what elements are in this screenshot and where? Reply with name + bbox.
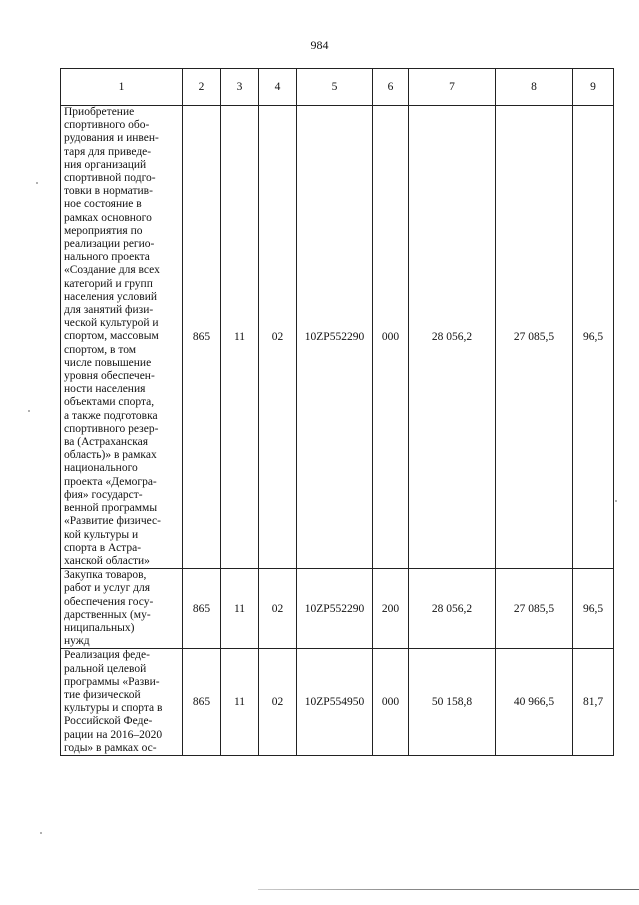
- cell-col-7: 28 056,2: [409, 569, 496, 649]
- row-name-line: товки в норматив-: [64, 185, 153, 198]
- row-name-line: числе повышение: [64, 356, 152, 369]
- row-name-line: фия» государст-: [64, 488, 143, 501]
- column-header-4: 4: [259, 69, 297, 106]
- row-name-line: Реализация феде-: [64, 649, 150, 662]
- scan-speck: [28, 410, 30, 412]
- row-name-line: Российской Феде-: [64, 715, 153, 728]
- row-name-line: ности населения: [64, 383, 146, 396]
- table-row: [61, 649, 614, 756]
- column-header-7: 7: [409, 69, 496, 106]
- row-name-line: рации на 2016–2020: [64, 728, 163, 741]
- row-name-line: культуры и спорта в: [64, 702, 163, 715]
- cell-col-8: 27 085,5: [496, 569, 573, 649]
- scan-speck: [40, 832, 42, 834]
- column-header-5: 5: [297, 69, 373, 106]
- header-row: [61, 69, 614, 106]
- cell-col-3: 11: [221, 649, 259, 756]
- row-name-line: спортом, массовым: [64, 330, 159, 343]
- cell-col-3: 11: [221, 569, 259, 649]
- row-name-line: ное состояние в: [64, 198, 142, 211]
- budget-table: [60, 68, 614, 756]
- row-name-line: нужд: [64, 635, 90, 648]
- cell-col-3: 11: [221, 106, 259, 569]
- row-name-line: дарственных (му-: [64, 608, 151, 621]
- row-name-line: область)» в рамках: [64, 449, 157, 462]
- row-name-line: спортивного резер-: [64, 422, 159, 435]
- row-name-line: объектами спорта,: [64, 396, 155, 409]
- cell-col-8: 27 085,5: [496, 106, 573, 569]
- cell-col-2: 865: [183, 106, 221, 569]
- row-name-line: нального проекта: [64, 251, 150, 264]
- cell-col-9: 81,7: [573, 649, 614, 756]
- row-name-line: спортивного обо-: [64, 119, 150, 132]
- row-name-line: «Развитие физичес-: [64, 515, 161, 528]
- row-name-line: ральной целевой: [64, 662, 147, 675]
- row-name-line: Приобретение: [64, 106, 135, 118]
- row-name-line: ниципальных): [64, 621, 135, 634]
- table-row: [61, 569, 614, 649]
- row-name-line: а также подготовка: [64, 409, 158, 422]
- scan-artifact-line: [258, 889, 639, 890]
- page-number: 984: [310, 38, 329, 52]
- column-header-3: 3: [221, 69, 259, 106]
- scan-speck: [615, 500, 617, 502]
- cell-col-6: 200: [373, 569, 409, 649]
- scan-speck: [36, 182, 38, 184]
- row-name-line: рамках основного: [64, 211, 152, 224]
- row-name-line: таря для приведе-: [64, 145, 152, 158]
- row-name-line: для занятий физи-: [64, 304, 154, 317]
- row-name-line: обеспечения госу-: [64, 595, 154, 608]
- row-name-line: населения условий: [64, 290, 158, 303]
- row-name-line: годы» в рамках ос-: [64, 741, 157, 754]
- cell-col-8: 40 966,5: [496, 649, 573, 756]
- row-name-cell: [61, 569, 183, 649]
- cell-col-6: 000: [373, 106, 409, 569]
- table-body: [61, 106, 614, 756]
- row-name-line: уровня обеспечен-: [64, 370, 155, 383]
- row-name-line: ния организаций: [64, 158, 147, 171]
- cell-col-7: 50 158,8: [409, 649, 496, 756]
- cell-col-6: 000: [373, 649, 409, 756]
- row-name-line: работ и услуг для: [64, 582, 151, 595]
- cell-col-2: 865: [183, 649, 221, 756]
- row-name-line: реализации регио-: [64, 238, 155, 251]
- cell-col-5: 10ZP552290: [297, 569, 373, 649]
- column-header-1: 1: [61, 69, 183, 106]
- row-name-line: ханской области»: [64, 554, 150, 567]
- row-name-line: категорий и групп: [64, 277, 153, 290]
- row-name-cell: [61, 106, 183, 569]
- table-row: [61, 106, 614, 569]
- row-name-line: спортивной подго-: [64, 172, 156, 185]
- row-name-line: рудования и инвен-: [64, 132, 159, 145]
- row-name-line: тие физической: [64, 688, 141, 701]
- column-header-6: 6: [373, 69, 409, 106]
- cell-col-9: 96,5: [573, 106, 614, 569]
- cell-col-7: 28 056,2: [409, 106, 496, 569]
- row-name-line: спортом, в том: [64, 343, 137, 356]
- row-name-line: венной программы: [64, 502, 158, 515]
- cell-col-4: 02: [259, 106, 297, 569]
- column-header-9: 9: [573, 69, 614, 106]
- row-name-line: программы «Разви-: [64, 675, 160, 688]
- row-name-cell: [61, 649, 183, 756]
- row-name-line: национального: [64, 462, 138, 475]
- row-name-line: кой культуры и: [64, 528, 139, 541]
- row-name-line: спорта в Астра-: [64, 541, 142, 554]
- row-name-line: проекта «Демогра-: [64, 475, 157, 488]
- column-header-2: 2: [183, 69, 221, 106]
- row-name-line: Закупка товаров,: [64, 569, 147, 582]
- cell-col-5: 10ZP554950: [297, 649, 373, 756]
- cell-col-4: 02: [259, 649, 297, 756]
- row-name-line: «Создание для всех: [64, 264, 160, 277]
- row-name-line: мероприятия по: [64, 224, 143, 237]
- column-header-8: 8: [496, 69, 573, 106]
- cell-col-5: 10ZP552290: [297, 106, 373, 569]
- cell-col-4: 02: [259, 569, 297, 649]
- cell-col-9: 96,5: [573, 569, 614, 649]
- cell-col-2: 865: [183, 569, 221, 649]
- row-name-line: ческой культурой и: [64, 317, 159, 330]
- row-name-line: ва (Астраханская: [64, 436, 148, 449]
